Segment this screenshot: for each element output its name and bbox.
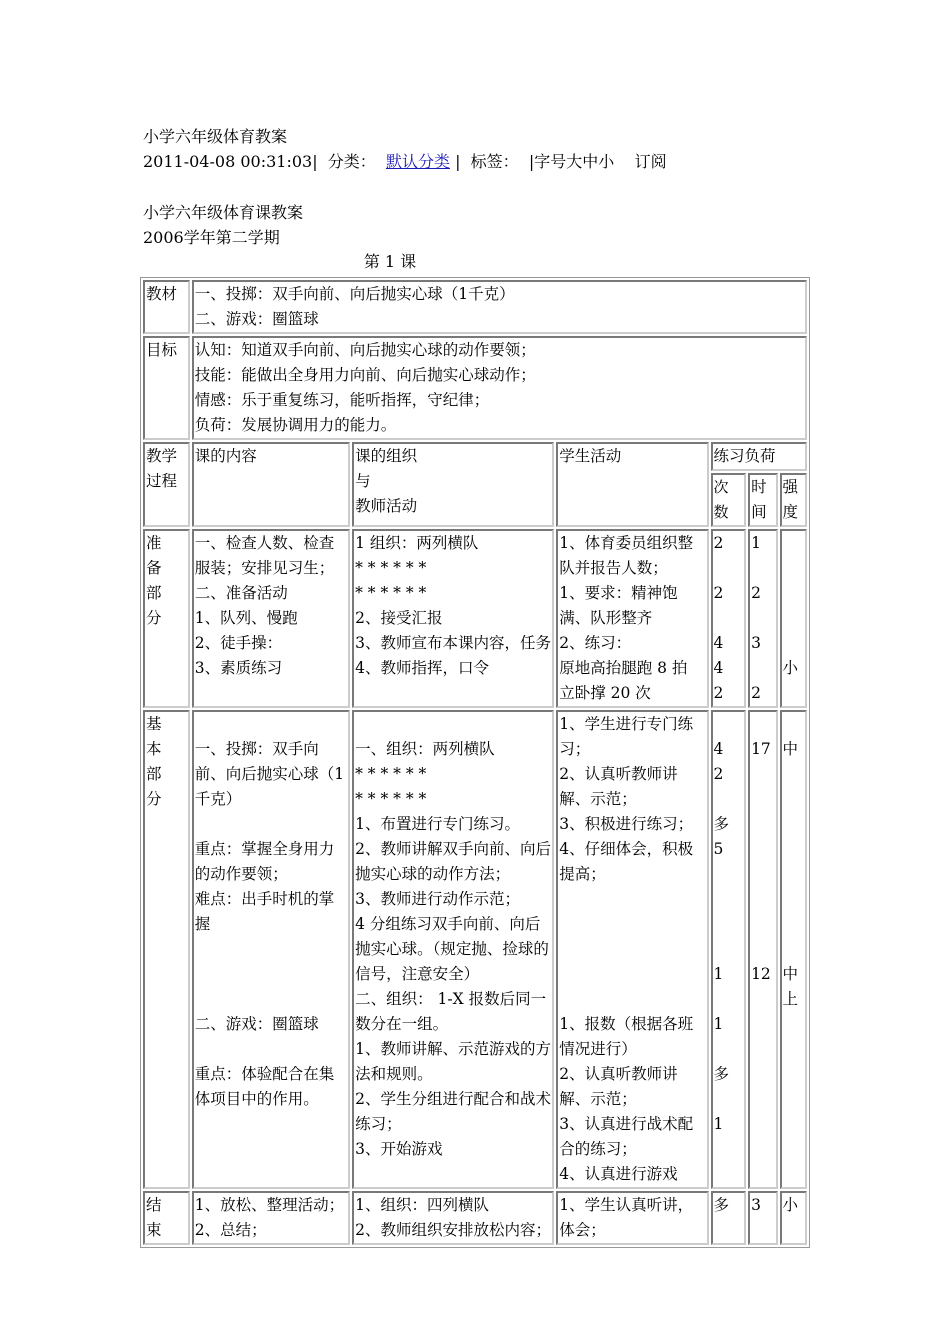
- prep-row: [143, 529, 807, 708]
- basic-intensity: 中 中 上: [780, 710, 808, 1189]
- prep-content: 一、检查人数、检查服装；安排见习生； 二、准备活动 1、队列、慢跑 2、徒手操： 3、素质练习: [192, 529, 350, 708]
- student-header: 学生活动: [556, 442, 708, 527]
- doc-subtitle: 小学六年级体育课教案: [143, 203, 304, 222]
- meta-separator: |: [528, 152, 535, 171]
- prep-organization: 1 组织：两列横队 * * * * * * * * * * * * 2、接受汇报 3、教师宣布本课内容，任务 4、教师指挥，口令: [352, 529, 554, 708]
- goal-content: 认知：知道双手向前、向后抛实心球的动作要领； 技能：能做出全身用力向前、向后抛实心球动作； 情感：乐于重复练习，能听指挥，守纪律； 负荷：发展协调用力的能力。: [192, 336, 807, 440]
- end-content: 1、放松、整理活动； 2、总结；: [192, 1191, 350, 1245]
- goal-row: [143, 336, 807, 440]
- goal-label: 目标: [143, 336, 190, 440]
- category-label: 分类：: [327, 152, 376, 171]
- meta-separator: |: [312, 152, 318, 171]
- organization-header: 课的组织 与 教师活动: [352, 442, 554, 527]
- prep-times: 2 2 4 4 2: [711, 529, 747, 708]
- basic-student: 1、学生进行专门练习； 2、认真听教师讲解、示范； 3、积极进行练习； 4、仔细体会，积极提高； 1、报数（根据各班情况进行） 2、认真听教师讲解、示范； 3、认真进行战术配合的练习； 4、认真进行游戏: [556, 710, 708, 1189]
- intensity-header: 强 度: [780, 473, 808, 527]
- meta-line: [143, 150, 667, 174]
- material-content: 一、投掷：双手向前、向后抛实心球（1千克） 二、游戏：圈篮球: [192, 280, 807, 334]
- basic-times: 4 2 多 5 1 1 多 1: [711, 710, 747, 1189]
- process-header: 教学 过程: [143, 442, 190, 527]
- basic-content: 一、投掷：双手向前、向后抛实心球（1 千克） 重点：掌握全身用力的动作要领； 难点：出手时机的掌握 二、游戏：圈篮球 重点：体验配合在集体项目中的作用。: [192, 710, 350, 1189]
- lesson-number: 第 1 课: [363, 252, 417, 271]
- load-header: 练习负荷: [711, 442, 807, 471]
- end-times: 多: [711, 1191, 747, 1245]
- duration-header: 时 间: [748, 473, 777, 527]
- header-row: [143, 442, 807, 471]
- end-student: 1、学生认真听讲，体会；: [556, 1191, 708, 1245]
- basic-row: [143, 710, 807, 1189]
- times-header: 次数: [711, 473, 747, 527]
- page-title: 小学六年级体育教案: [143, 127, 288, 146]
- meta-separator: |: [455, 152, 461, 171]
- end-label: 结 束: [143, 1191, 190, 1245]
- end-intensity: 小: [780, 1191, 808, 1245]
- content-header: 课的内容: [192, 442, 350, 527]
- prep-duration: 1 2 3 2: [748, 529, 777, 708]
- prep-label: 准 备 部 分: [143, 529, 190, 708]
- prep-intensity: 小: [780, 529, 808, 708]
- tags-label: 标签：: [470, 152, 519, 171]
- term-label: 2006学年第二学期: [143, 228, 280, 247]
- end-organization: 1、组织：四列横队 2、教师组织安排放松内容；: [352, 1191, 554, 1245]
- basic-label: 基 本 部 分: [143, 710, 190, 1189]
- post-datetime: 2011-04-08 00:31:03: [143, 152, 313, 171]
- material-row: [143, 280, 807, 334]
- end-duration: 3: [748, 1191, 777, 1245]
- material-label: 教材: [143, 280, 190, 334]
- category-link[interactable]: 默认分类: [385, 152, 450, 171]
- prep-student: 1、体育委员组织整队并报告人数； 1、要求：精神饱满、队形整齐 2、练习： 原地高抬腿跑 8 拍 立卧撑 20 次: [556, 529, 708, 708]
- font-size-links[interactable]: 字号大中小: [534, 152, 615, 171]
- basic-organization: 一、组织：两列横队 * * * * * * * * * * * * 1、布置进行专门练习。 2、教师讲解双手向前、向后抛实心球的动作方法； 3、教师进行动作示范； 4 分组练习双手向前、向后抛实心球。（规定抛、捡球的信号，注意安全） 二、组织： 1-X 报数后同一数分在一组。 1、教师讲解、示范游戏的方法和规则。 2、学生分组进行配合和战术练习； 3、开始游戏: [352, 710, 554, 1189]
- subscribe-link[interactable]: 订阅: [634, 152, 667, 171]
- end-row: [143, 1191, 807, 1245]
- basic-duration: 17 12: [748, 710, 777, 1189]
- lesson-plan-table: [140, 277, 810, 1248]
